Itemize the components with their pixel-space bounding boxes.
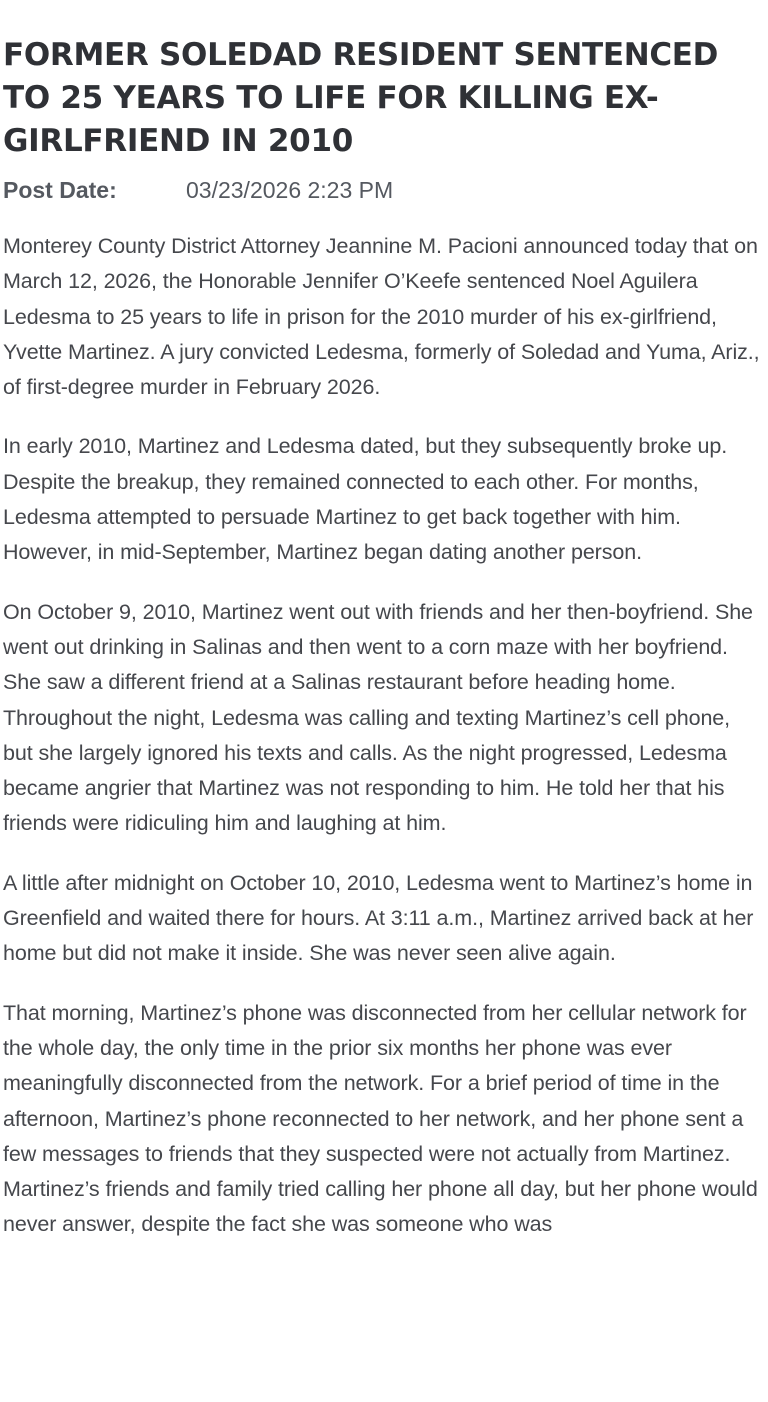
post-date-row: [3, 175, 765, 205]
headline: FORMER SOLEDAD RESIDENT SENTENCED TO 25 YEARS TO LIFE FOR KILLING EX-GIRLFRIEND IN 2010: [3, 37, 719, 159]
article-body: [3, 229, 765, 1243]
paragraph-background: In early 2010, Martinez and Ledesma dated, but they subsequently broke up. Despite the breakup, they remained connected to each other. For months, Ledesma attempted to persuade Martinez to get back together with him. However, in mid-September, Martinez began dating another person.: [3, 434, 728, 565]
paragraph-intro: Monterey County District Attorney Jeannine M. Pacioni announced today that on March 12, 2026, the Honorable Jennifer O’Keefe sentenced Noel Aguilera Ledesma to 25 years to life in prison for the 2010 murder of his ex-girlfriend, Yvette Martinez. A jury convicted Ledesma, formerly of Soledad and Yuma, Ariz., of first-degree murder in February 2026.: [3, 234, 760, 400]
post-date-value: 03/23/2026 2:23 PM: [186, 177, 394, 203]
paragraph-october-9: On October 9, 2010, Martinez went out with friends and her then-boyfriend. She went out drinking in Salinas and then went to a corn maze with her boyfriend. She saw a different friend at a Salinas restaurant before heading home. Throughout the night, Ledesma was calling and texting Martinez’s cell phone, but she largely ignored his texts and calls. As the night progressed, Ledesma became angrier that Martinez was not responding to him. He told her that his friends were ridiculing him and laughing at him.: [3, 599, 753, 836]
press-release-article: [3, 34, 765, 1267]
paragraph-phone-disconnected: That morning, Martinez’s phone was disconnected from her cellular network for the whole day, the only time in the prior six months her phone was ever meaningfully disconnected from the network. For a brief period of time in the afternoon, Martinez’s phone reconnected to her network, and her phone sent a few messages to friends that they suspected were not actually from Martinez. Martinez’s friends and family tried calling her phone all day, but her phone would never answer, despite the fact she was someone who was: [3, 1000, 758, 1237]
paragraph-october-10: A little after midnight on October 10, 2010, Ledesma went to Martinez’s home in Greenfield and waited there for hours. At 3:11 a.m., Martinez arrived back at her home but did not make it inside. She was never seen alive again.: [3, 870, 754, 966]
post-date-label: Post Date:: [3, 177, 117, 203]
